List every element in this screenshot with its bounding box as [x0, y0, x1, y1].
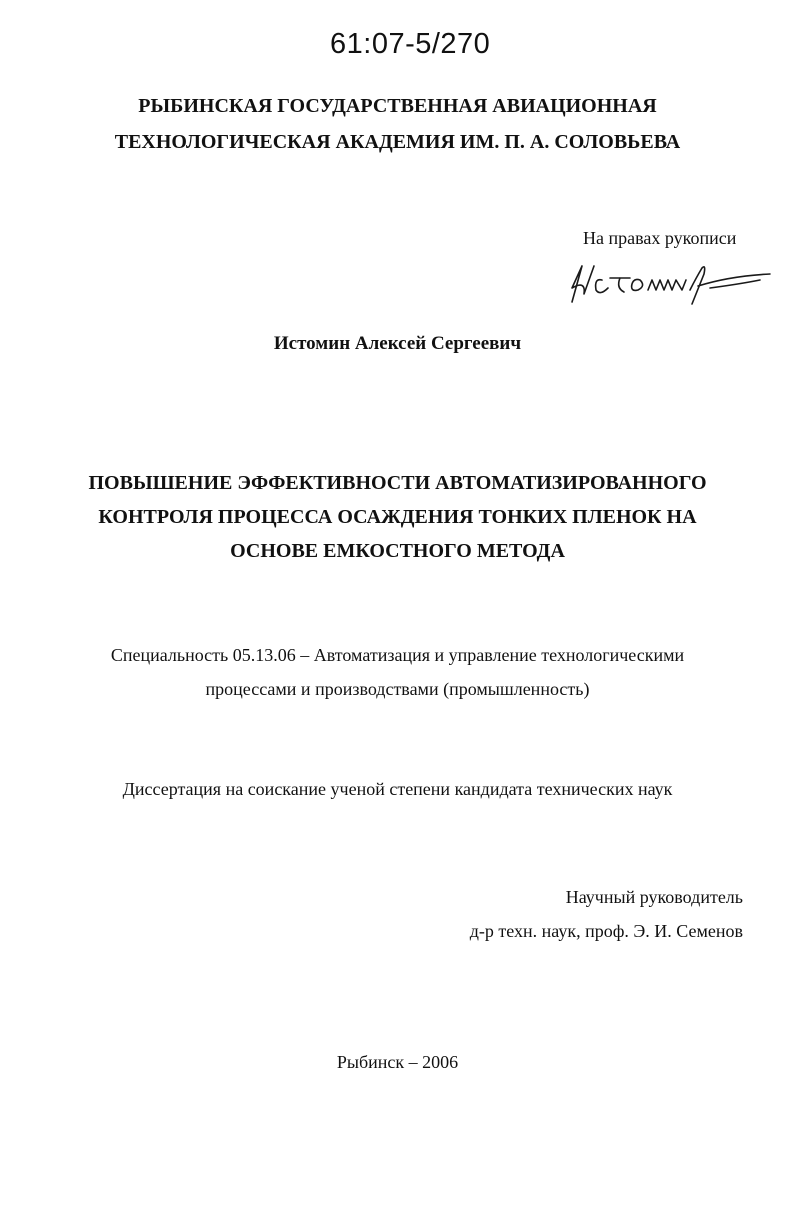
institution-name: [0, 88, 795, 160]
city-year: Рыбинск – 2006: [336, 1052, 459, 1072]
author-name: Истомин Алексей Сергеевич: [273, 333, 522, 354]
supervisor-role: Научный руководитель: [565, 887, 743, 907]
manuscript-note: На правах рукописи: [583, 228, 737, 248]
institution-line-1: РЫБИНСКАЯ ГОСУДАРСТВЕННАЯ АВИАЦИОННАЯ: [138, 95, 657, 117]
title-line-3: ОСНОВЕ ЕМКОСТНОГО МЕТОДА: [230, 540, 565, 562]
specialty-line-2: процессами и производствами (промышленность): [205, 679, 590, 699]
specialty-line-1: Специальность 05.13.06 – Автоматизация и управление технологическими: [110, 645, 685, 665]
signature-image: [560, 258, 780, 306]
supervisor-name: д-р техн. наук, проф. Э. И. Семенов: [469, 921, 743, 941]
degree-statement: Диссертация на соискание ученой степени кандидата технических наук: [122, 779, 673, 799]
dissertation-title: [0, 466, 795, 568]
catalog-code: 61:07-5/270: [330, 28, 491, 60]
title-line-1: ПОВЫШЕНИЕ ЭФФЕКТИВНОСТИ АВТОМАТИЗИРОВАННОГО: [88, 472, 707, 494]
institution-line-2: ТЕХНОЛОГИЧЕСКАЯ АКАДЕМИЯ ИМ. П. А. СОЛОВЬЕВА: [114, 131, 681, 153]
specialty: [0, 638, 795, 706]
supervisor-block: [470, 880, 743, 948]
title-line-2: КОНТРОЛЯ ПРОЦЕССА ОСАЖДЕНИЯ ТОНКИХ ПЛЕНОК НА: [98, 506, 697, 528]
